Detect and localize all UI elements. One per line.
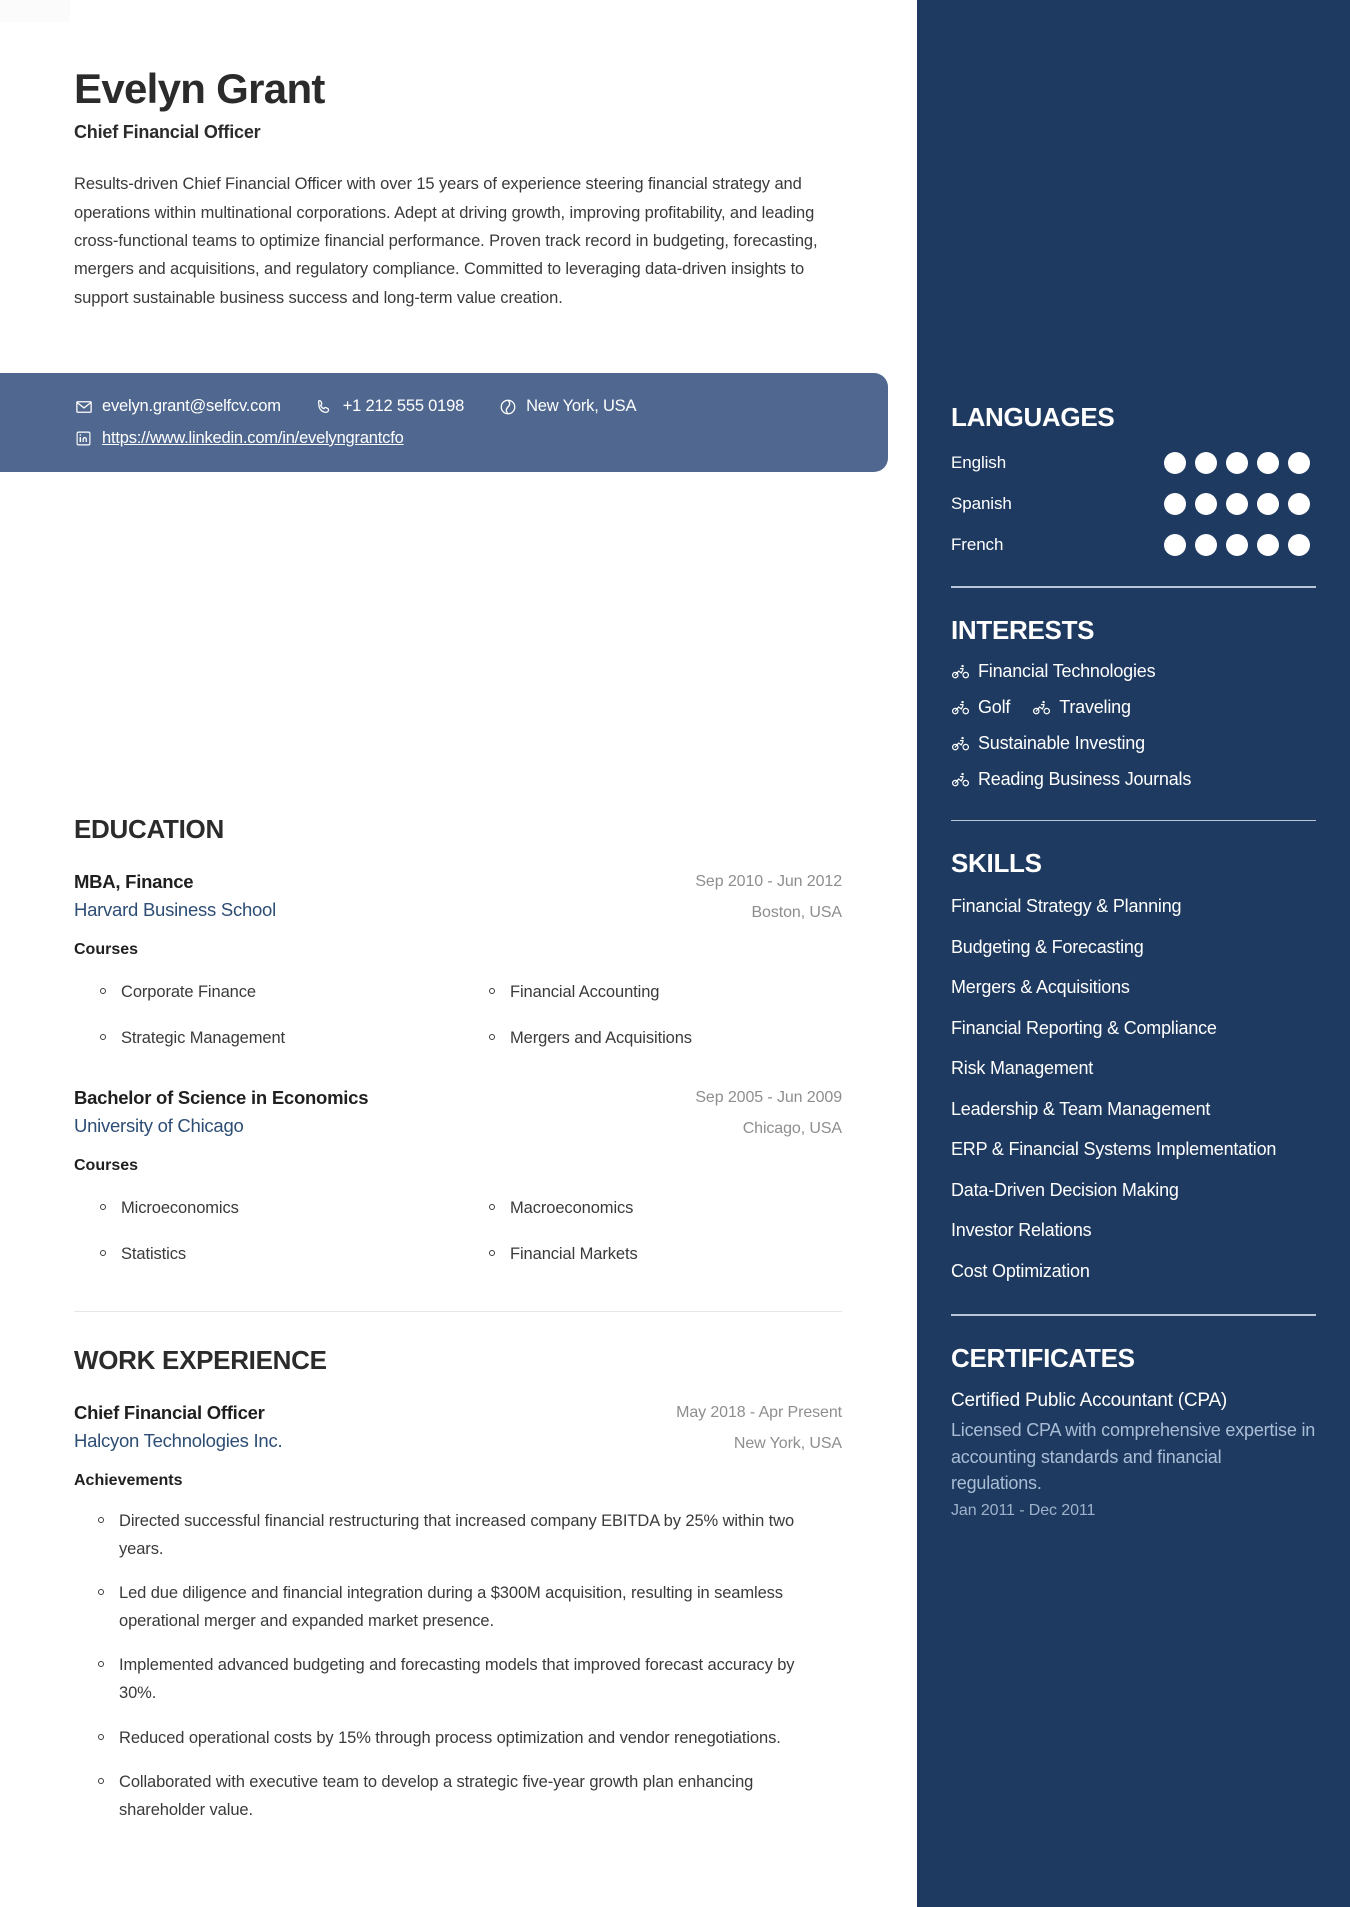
entry-header bbox=[74, 1087, 842, 1138]
course-item-text: Financial Accounting bbox=[510, 983, 660, 1002]
skill-item: Financial Reporting & Compliance bbox=[951, 1017, 1217, 1038]
interest-row bbox=[951, 661, 1316, 682]
course-item bbox=[74, 1231, 453, 1277]
language-level-dot bbox=[1257, 452, 1279, 474]
contact-linkedin[interactable] bbox=[74, 429, 404, 448]
language-level-dot bbox=[1288, 493, 1310, 515]
contact-location bbox=[498, 397, 636, 416]
profile-summary: Results-driven Chief Financial Officer with over 15 years of experience steering financial strategy and operations within multinational corporations. Adept at driving growth, improving profitability, and leading cross-functional teams to optimize financial performance. Proven track record in budgeting, forecasting, mergers and acquisitions, and regulatory compliance. Committed to leveraging data-driven insights to support sustainable business success and long-term value creation. bbox=[74, 175, 818, 307]
skills-heading: SKILLS bbox=[951, 848, 1042, 878]
skill-item: Leadership & Team Management bbox=[951, 1098, 1211, 1119]
achievement-item-text: Directed successful financial restructuring that increased company EBITDA by 25% within two years. bbox=[119, 1512, 795, 1559]
language-name: Spanish bbox=[951, 494, 1012, 513]
language-level-dot bbox=[1226, 493, 1248, 515]
entry-header-right bbox=[695, 1087, 842, 1138]
language-level-dots bbox=[1164, 493, 1316, 515]
certificates-list bbox=[951, 1388, 1316, 1520]
bullet-marker bbox=[100, 988, 106, 994]
interest-label: Sustainable Investing bbox=[978, 732, 1145, 753]
linkedin-icon bbox=[74, 429, 93, 448]
bullet-marker bbox=[100, 1250, 106, 1256]
courses-grid bbox=[74, 969, 842, 1061]
sidebar bbox=[917, 0, 1350, 1907]
skills-list bbox=[951, 894, 1316, 1284]
language-level-dot bbox=[1164, 493, 1186, 515]
language-level-dot bbox=[1164, 452, 1186, 474]
languages-heading: LANGUAGES bbox=[951, 402, 1115, 432]
entry-header bbox=[74, 1402, 842, 1453]
education-organization: Harvard Business School bbox=[74, 899, 276, 921]
course-item bbox=[463, 1231, 842, 1277]
interests-section bbox=[951, 588, 1316, 790]
language-level-dot bbox=[1164, 534, 1186, 556]
certificates-heading: CERTIFICATES bbox=[951, 1342, 1135, 1373]
skill-item: Budgeting & Forecasting bbox=[951, 936, 1144, 957]
contact-bar bbox=[0, 373, 888, 472]
achievement-item-text: Implemented advanced budgeting and forecasting models that improved forecast accuracy by 30%. bbox=[119, 1656, 795, 1703]
course-item bbox=[463, 1015, 842, 1061]
certificate-date: Jan 2011 - Dec 2011 bbox=[951, 1502, 1096, 1520]
work-heading: WORK EXPERIENCE bbox=[74, 1345, 327, 1376]
bullet-marker bbox=[98, 1661, 104, 1667]
bullet-marker bbox=[98, 1589, 104, 1595]
interest-item bbox=[951, 733, 1145, 754]
interests-list bbox=[951, 661, 1316, 790]
work-entry bbox=[74, 1402, 842, 1831]
education-list bbox=[74, 871, 842, 1277]
course-item bbox=[463, 1185, 842, 1231]
bullet-marker bbox=[98, 1517, 104, 1523]
entry-location: Boston, USA bbox=[751, 904, 842, 922]
contact-email[interactable] bbox=[74, 397, 281, 416]
languages-list bbox=[951, 452, 1316, 556]
bullet-marker bbox=[98, 1778, 104, 1784]
course-item-text: Statistics bbox=[121, 1245, 187, 1264]
contact-phone[interactable] bbox=[315, 397, 464, 416]
languages-section bbox=[951, 0, 1316, 556]
contact-location-text: New York, USA bbox=[526, 397, 637, 415]
bicycle-icon bbox=[951, 662, 970, 681]
contact-row-secondary bbox=[74, 429, 888, 448]
interests-heading: INTERESTS bbox=[951, 614, 1095, 645]
work-list bbox=[74, 1402, 842, 1831]
envelope-icon bbox=[74, 397, 93, 416]
bullet-marker bbox=[98, 1734, 104, 1740]
interest-item bbox=[951, 661, 1155, 682]
education-degree: MBA, Finance bbox=[74, 871, 194, 893]
language-level-dot bbox=[1226, 452, 1248, 474]
interest-row bbox=[951, 769, 1316, 790]
skill-item: Risk Management bbox=[951, 1058, 1094, 1079]
skill-item: Data-Driven Decision Making bbox=[951, 1179, 1179, 1200]
entry-date: Sep 2010 - Jun 2012 bbox=[695, 873, 842, 891]
achievement-item bbox=[74, 1716, 814, 1760]
phone-icon bbox=[315, 397, 334, 416]
language-row bbox=[951, 452, 1316, 474]
course-item-text: Mergers and Acquisitions bbox=[510, 1029, 692, 1048]
bicycle-icon bbox=[1032, 698, 1051, 717]
education-degree: Bachelor of Science in Economics bbox=[74, 1087, 369, 1109]
interest-row bbox=[951, 733, 1316, 754]
language-level-dot bbox=[1257, 493, 1279, 515]
entry-header-left bbox=[74, 1087, 695, 1137]
language-level-dot bbox=[1226, 534, 1248, 556]
course-item-text: Microeconomics bbox=[121, 1199, 239, 1218]
interest-item bbox=[1032, 697, 1131, 718]
bullet-marker bbox=[489, 1034, 495, 1040]
course-item-text: Corporate Finance bbox=[121, 983, 256, 1002]
skill-item: Financial Strategy & Planning bbox=[951, 896, 1182, 916]
interest-item bbox=[951, 697, 1010, 718]
interest-item bbox=[951, 769, 1191, 790]
main-divider bbox=[74, 1311, 842, 1312]
entry-location: Chicago, USA bbox=[742, 1120, 842, 1138]
course-item bbox=[463, 969, 842, 1015]
entry-date: May 2018 - Apr Present bbox=[676, 1404, 842, 1422]
bullet-marker bbox=[100, 1034, 106, 1040]
bullet-marker bbox=[489, 988, 495, 994]
course-item-text: Financial Markets bbox=[510, 1245, 638, 1264]
skill-item: Mergers & Acquisitions bbox=[951, 977, 1130, 998]
certificate-item bbox=[951, 1388, 1316, 1520]
interest-row bbox=[951, 697, 1316, 718]
achievement-item-text: Reduced operational costs by 15% through process optimization and vendor renegotiations. bbox=[119, 1728, 781, 1747]
contact-linkedin-text: https://www.linkedin.com/in/evelyngrantcfo bbox=[102, 429, 404, 447]
location-icon bbox=[498, 397, 517, 416]
bullet-marker bbox=[100, 1204, 106, 1210]
courses-label: Courses bbox=[74, 1157, 139, 1175]
job-title: Chief Financial Officer bbox=[74, 122, 261, 143]
bullet-marker bbox=[489, 1204, 495, 1210]
skill-item: Cost Optimization bbox=[951, 1260, 1090, 1281]
contact-email-text: evelyn.grant@selfcv.com bbox=[102, 397, 281, 415]
bicycle-icon bbox=[951, 734, 970, 753]
bicycle-icon bbox=[951, 698, 970, 717]
courses-label: Courses bbox=[74, 941, 139, 959]
entry-header-right bbox=[676, 1402, 842, 1453]
entry-header-left bbox=[74, 871, 695, 921]
interest-label: Financial Technologies bbox=[978, 660, 1156, 681]
bicycle-icon bbox=[951, 770, 970, 789]
entry-header-left bbox=[74, 1402, 676, 1452]
work-section bbox=[74, 1345, 842, 1831]
certificate-name: Certified Public Accountant (CPA) bbox=[951, 1389, 1228, 1411]
entry-date: Sep 2005 - Jun 2009 bbox=[695, 1089, 842, 1107]
course-item bbox=[74, 1015, 453, 1061]
contact-row-primary bbox=[74, 397, 888, 416]
achievement-item-text: Collaborated with executive team to develop a strategic five-year growth plan enhancing shareholder value. bbox=[119, 1772, 754, 1819]
page-title: Evelyn Grant bbox=[74, 65, 325, 112]
bullet-marker bbox=[489, 1250, 495, 1256]
education-section bbox=[74, 814, 842, 1277]
education-heading: EDUCATION bbox=[74, 814, 224, 845]
work-organization: Halcyon Technologies Inc. bbox=[74, 1430, 283, 1452]
certificates-section bbox=[951, 1316, 1316, 1520]
achievement-item-text: Led due diligence and financial integration during a $300M acquisition, resulting in seamless operational merger and expanded market presence. bbox=[119, 1584, 783, 1631]
education-entry bbox=[74, 1087, 842, 1277]
language-level-dot bbox=[1257, 534, 1279, 556]
skill-item: Investor Relations bbox=[951, 1220, 1092, 1241]
language-level-dots bbox=[1164, 534, 1316, 556]
language-level-dots bbox=[1164, 452, 1316, 474]
entry-header bbox=[74, 871, 842, 922]
language-level-dot bbox=[1288, 534, 1310, 556]
education-entry bbox=[74, 871, 842, 1061]
entry-location: New York, USA bbox=[733, 1435, 842, 1453]
courses-grid bbox=[74, 1185, 842, 1277]
course-item bbox=[74, 1185, 453, 1231]
course-item-text: Strategic Management bbox=[121, 1029, 286, 1048]
certificate-description: Licensed CPA with comprehensive expertise in accounting standards and financial regulations. bbox=[951, 1420, 1316, 1494]
interest-label: Reading Business Journals bbox=[978, 768, 1192, 789]
interest-label: Golf bbox=[978, 696, 1011, 717]
skills-section bbox=[951, 821, 1316, 1284]
achievements-label: Achievements bbox=[74, 1472, 183, 1490]
achievement-item bbox=[74, 1643, 814, 1715]
language-row bbox=[951, 534, 1316, 556]
interest-label: Traveling bbox=[1059, 696, 1131, 717]
achievement-item bbox=[74, 1499, 814, 1571]
contact-phone-text: +1 212 555 0198 bbox=[342, 397, 465, 415]
language-level-dot bbox=[1195, 452, 1217, 474]
achievement-item bbox=[74, 1760, 814, 1832]
language-level-dot bbox=[1195, 534, 1217, 556]
education-organization: University of Chicago bbox=[74, 1115, 244, 1137]
skill-item: ERP & Financial Systems Implementation bbox=[951, 1139, 1277, 1160]
course-item bbox=[74, 969, 453, 1015]
language-name: French bbox=[951, 535, 1004, 554]
language-level-dot bbox=[1195, 493, 1217, 515]
language-level-dot bbox=[1288, 452, 1310, 474]
achievement-item bbox=[74, 1571, 814, 1643]
language-row bbox=[951, 493, 1316, 515]
achievements-list bbox=[74, 1499, 842, 1831]
entry-header-right bbox=[695, 871, 842, 922]
course-item-text: Macroeconomics bbox=[510, 1199, 634, 1218]
language-name: English bbox=[951, 453, 1007, 472]
work-role: Chief Financial Officer bbox=[74, 1402, 265, 1424]
